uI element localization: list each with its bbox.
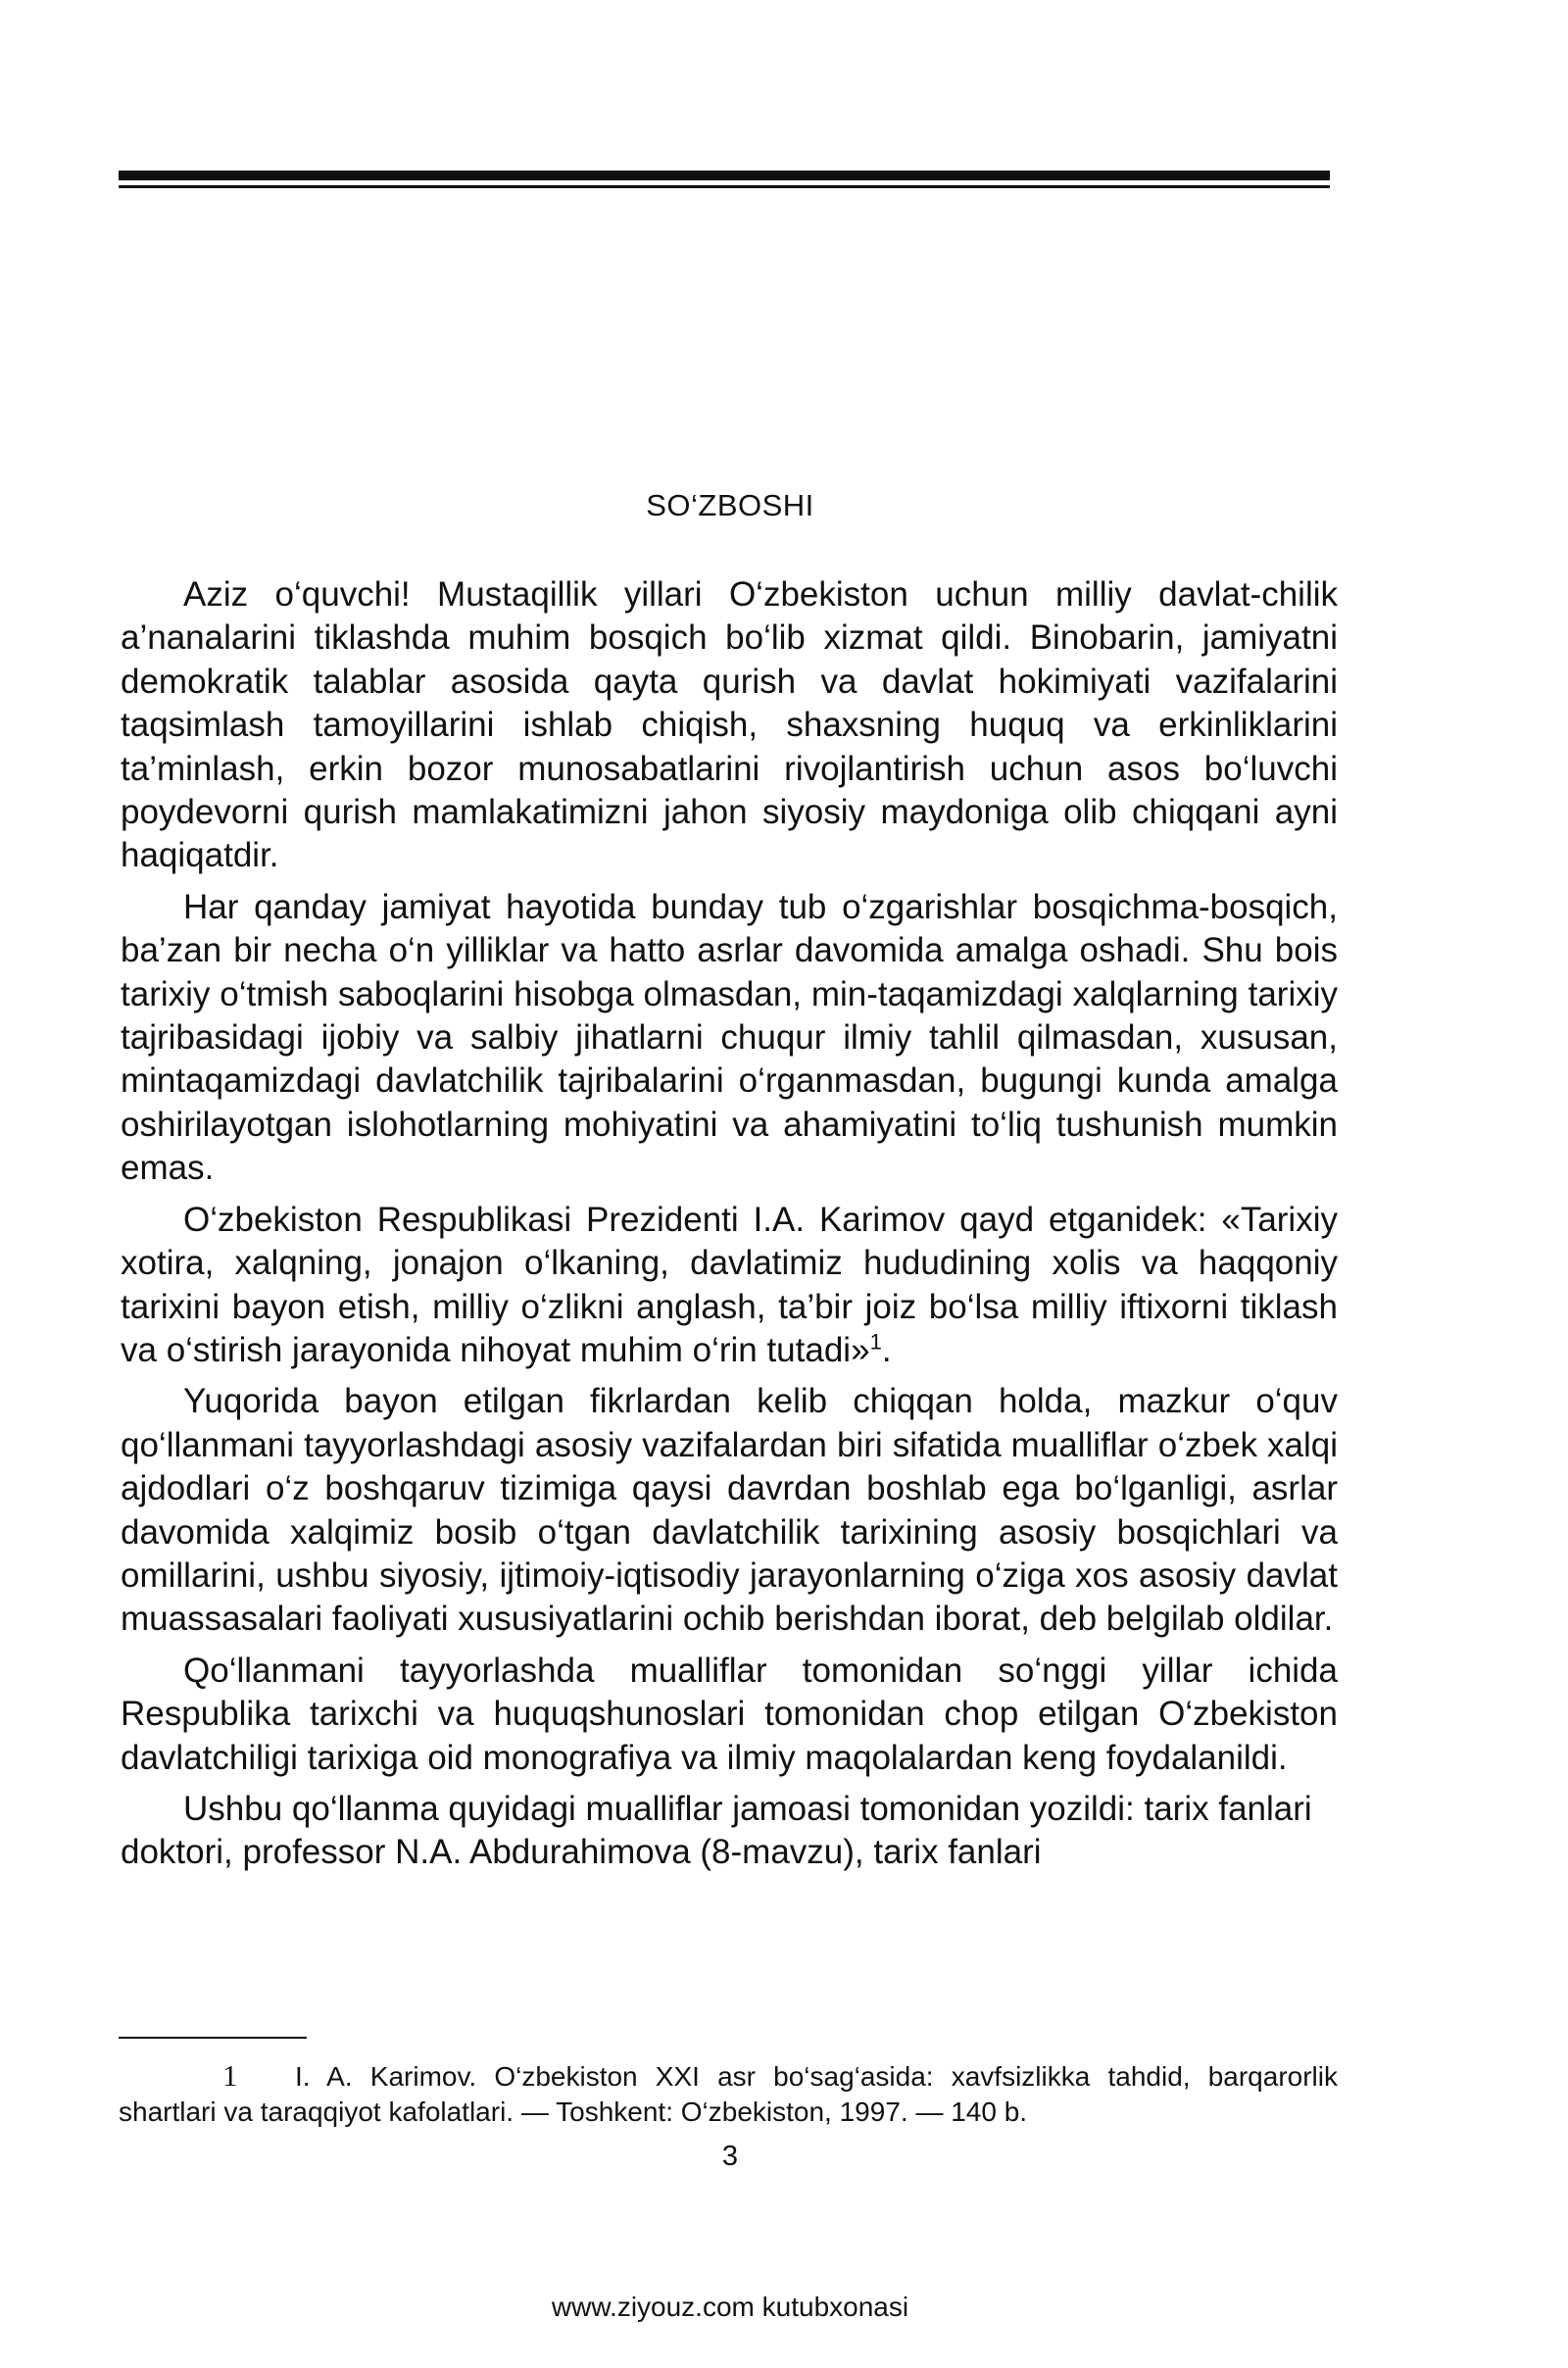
footnote-rule	[119, 2037, 307, 2039]
paragraph-3-text: O‘zbekiston Respublikasi Prezidenti I.A. Karimov qayd etganidek: «Tarixiy xotira, xalqning, jonajon o‘lkaning, davlatimiz hududining xolis va haqqoniy tarixini bayon etish, milliy o‘zlikni anglash, ta’bir joiz bo‘lsa milliy iftixorni tiklash va o‘stirish jarayonida nihoyat muhim o‘rin tutadi»	[121, 1200, 1338, 1369]
body-text	[121, 573, 1338, 1883]
paragraph-3	[121, 1199, 1338, 1373]
footnote-number: 1	[222, 2058, 238, 2093]
paragraph-1: Aziz o‘quvchi! Mustaqillik yillari O‘zbekiston uchun milliy davlat-chilik a’nanalarini tiklashda muhim bosqich bo‘lib xizmat qildi. Binobarin, jamiyatni demokratik talablar asosida qayta qurish va davlat hokimiyati vazifalarini taqsimlash tamoyillarini ishlab chiqish, shaxsning huquq va erkinliklarini ta’minlash, erkin bozor munosabatlarini rivojlantirish uchun asos bo‘luvchi poydevorni qurish mamlakatimizni jahon siyosiy maydoniga olib chiqqani ayni haqiqatdir.	[121, 575, 1338, 875]
section-heading: SO‘ZBOSHI	[646, 488, 814, 522]
header-rule-thin	[119, 185, 1330, 188]
footnote-text: I. A. Karimov. O‘zbekiston XXI asr bo‘sag‘asida: xavfsizlikka tahdid, barqarorlik shartlari va taraqqiyot kafolatlari. — Toshkent: O‘zbekiston, 1997. — 140 b.	[119, 2061, 1338, 2127]
footnote-marker[interactable]: 1	[869, 1329, 882, 1355]
paragraph-3-end: .	[881, 1330, 892, 1369]
paragraph-2: Har qanday jamiyat hayotida bunday tub o‘zgarishlar bosqichma-bosqich, ba’zan bir necha o‘n yilliklar va hatto asrlar davomida amalga oshadi. Shu bois tarixiy o‘tmish saboqlarini hisobga olmasdan, min-taqamizdagi xalqlarning tarixiy tajribasidagi ijobiy va salbiy jihatlarni chuqur ilmiy tahlil qilmasdan, xususan, mintaqamizdagi davlatchilik tajribalarini o‘rganmasdan, bugungi kunda amalga oshirilayotgan islohotlarning mohiyatini va ahamiyatini to‘liq tushunish mumkin emas.	[121, 887, 1338, 1188]
paragraph-6: Ushbu qo‘llanma quyidagi mualliflar jamoasi tomonidan yozildi: tarix fanlari doktori, professor N.A. Abdurahimova (8-mavzu), tarix fanlari	[121, 1789, 1312, 1872]
footnote	[119, 2058, 1338, 2130]
page-number: 3	[721, 2141, 739, 2172]
paragraph-4: Yuqorida bayon etilgan fikrlardan kelib chiqqan holda, mazkur o‘quv qo‘llanmani tayyorlashdagi asosiy vazifalardan biri sifatida mualliflar o‘zbek xalqi ajdodlari o‘z boshqaruv tizimiga qaysi davrdan boshlab ega bo‘lganligi, asrlar davomida xalqimiz bosib o‘tgan davlatchilik tarixining asosiy bosqichlari va omillarini, ushbu siyosiy, ijtimoiy-iqtisodiy jarayonlarning o‘ziga xos asosiy davlat muassasalari faoliyati xususiyatlarini ochib berishdan iborat, deb belgilab oldilar.	[121, 1382, 1338, 1639]
site-credit: www.ziyouz.com kutubxonasi	[551, 2292, 909, 2322]
paragraph-5: Qo‘llanmani tayyorlashda mualliflar tomonidan so‘nggi yillar ichida Respublika tarixchi va huquqshunoslari tomonidan chop etilgan O‘zbekiston davlatchiligi tarixiga oid monografiya va ilmiy maqolalardan keng foydalanildi.	[121, 1651, 1338, 1777]
header-rule-thick	[119, 171, 1330, 180]
